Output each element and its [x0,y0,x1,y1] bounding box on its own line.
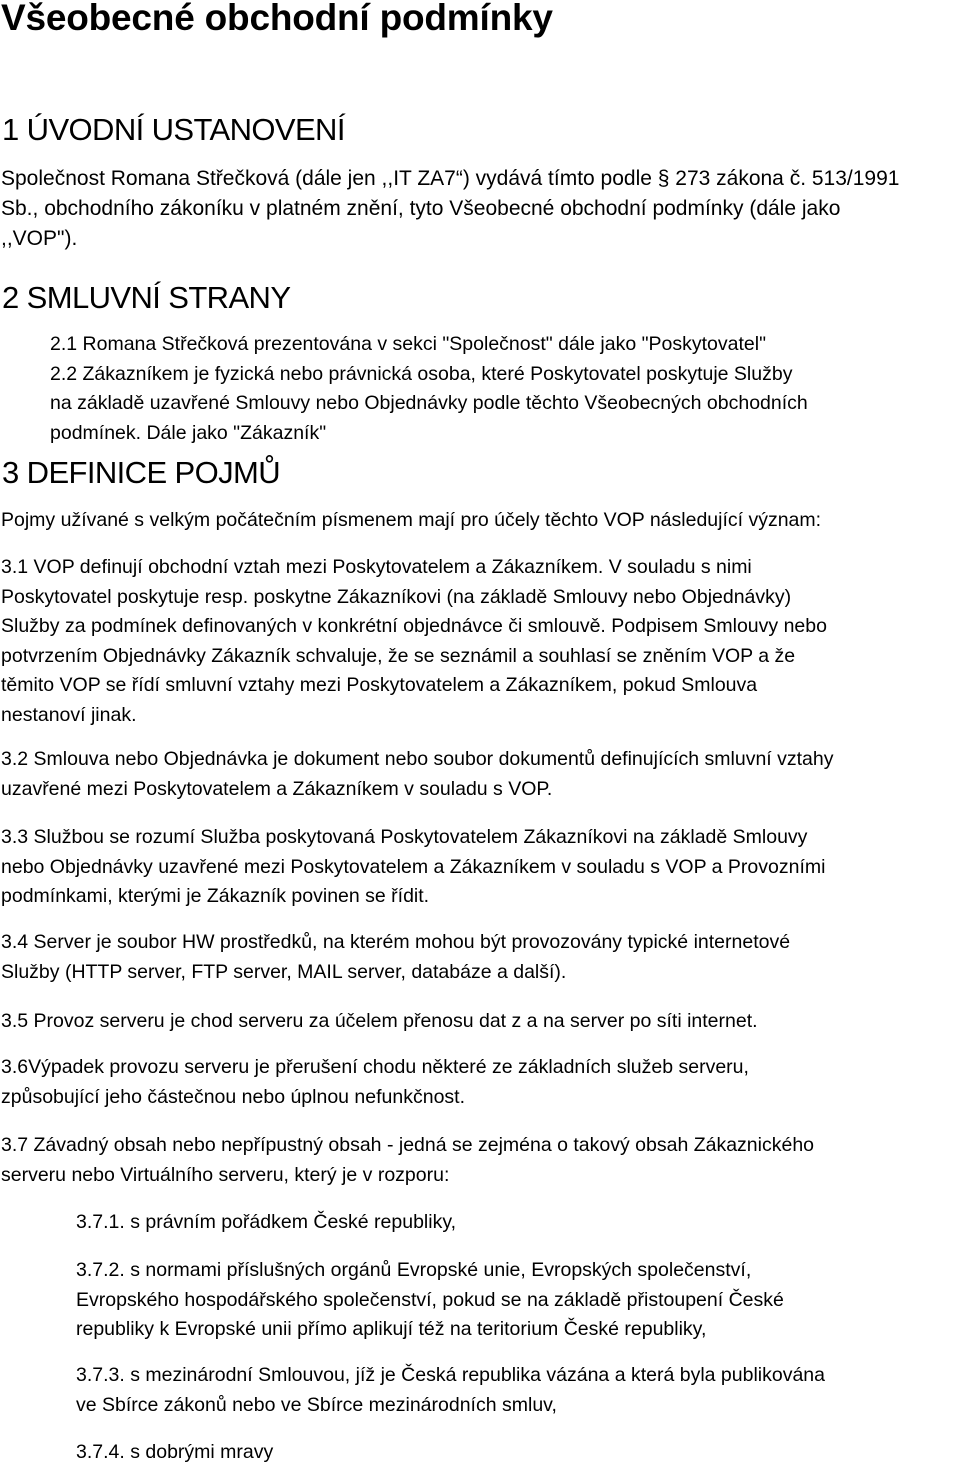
text-line: 3.2 Smlouva nebo Objednávka je dokument nebo soubor dokumentů definujících smluvní vztahy [1,748,834,770]
intro-paragraph [1,164,899,254]
text-line: Pojmy užívané s velkým počátečním písmenem mají pro účely těchto VOP následující význam: [1,509,822,531]
text-line: 3.7.3. s mezinárodní Smlouvou, jíž je Česká republika vázána a která byla publikována [76,1364,825,1386]
text-line: 3.7 Závadný obsah nebo nepřípustný obsah - jedná se zejména o takový obsah Zákaznického [1,1134,815,1156]
text-line: republiky k Evropské unii přímo aplikují též na teritorium České republiky, [76,1318,707,1340]
text-line: serveru nebo Virtuálního serveru, který je v rozporu: [1,1163,450,1186]
section-heading-definitions: 3 DEFINICE POJMŮ [2,455,281,490]
text-line: 3.1 VOP definují obchodní vztah mezi Poskytovatelem a Zákazníkem. V souladu s nimi [1,556,752,578]
text-line: 3.4 Server je soubor HW prostředků, na kterém mohou být provozovány typické internetové [1,931,791,953]
text-line: Služby (HTTP server, FTP server, MAIL server, databáze a další). [1,960,567,983]
definition-3-5 [1,1007,758,1037]
text-line: 2.2 Zákazníkem je fyzická nebo právnická osoba, které Poskytovatel poskytuje Služby [50,362,793,385]
definition-3-7 [1,1131,814,1190]
text-line: nebo Objednávky uzavřené mezi Poskytovatelem a Zákazníkem v souladu s VOP a Provozními [1,855,826,878]
definition-3-7-2 [76,1256,784,1345]
text-line: Evropského hospodářského společenství, pokud se na základě přistoupení České [76,1288,784,1311]
text-line: těmito VOP se řídí smluvní vztahy mezi Poskytovatelem a Zákazníkem, pokud Smlouva [1,674,758,696]
definition-3-1 [1,553,827,730]
definition-3-7-1 [76,1208,456,1238]
definition-3-2 [1,745,834,804]
text-line: potvrzením Objednávky Zákazník schvaluje, že se seznámil a souhlasí se zněním VOP a že [1,644,796,667]
definition-3-4 [1,928,790,987]
text-line: 3.3 Službou se rozumí Služba poskytovaná Poskytovatelem Zákazníkovi na základě Smlouvy [1,826,808,848]
text-line: způsobující jeho částečnou nebo úplnou nefunkčnost. [1,1085,466,1108]
definition-3-6 [1,1053,749,1112]
text-line: ,,VOP"). [1,227,78,250]
section-heading-parties: 2 SMLUVNÍ STRANY [2,280,291,315]
parties-paragraph [50,330,808,448]
text-line: Společnost Romana Střečková (dále jen ,,IT ZA7“) vydává tímto podle § 273 zákona č. 513/1991 [1,167,900,190]
text-line: Poskytovatel poskytuje resp. poskytne Zákazníkovi (na základě Smlouvy nebo Objednávky) [1,585,792,608]
page-title: Všeobecné obchodní podmínky [1,0,553,38]
text-line: podmínkami, kterými je Zákazník povinen se řídit. [1,885,430,907]
definition-3-7-4 [76,1438,273,1468]
text-line: 3.7.2. s normami příslušných orgánů Evropské unie, Evropských společenství, [76,1259,752,1281]
text-line: 3.7.1. s právním pořádkem České republiky, [76,1211,457,1233]
text-line: nestanoví jinak. [1,703,137,726]
text-line: Služby za podmínek definovaných v konkrétní objednávce či smlouvě. Podpisem Smlouvy nebo [1,615,827,637]
definitions-intro [1,506,821,536]
text-line: podmínek. Dále jako "Zákazník" [50,421,327,444]
text-line: uzavřené mezi Poskytovatelem a Zákazníkem v souladu s VOP. [1,777,553,800]
text-line: Sb., obchodního zákoníku v platném znění, tyto Všeobecné obchodní podmínky (dále jako [1,197,841,220]
text-line: ve Sbírce zákonů nebo ve Sbírce mezinárodních smluv, [76,1393,557,1416]
text-line: 3.5 Provoz serveru je chod serveru za účelem přenosu dat z a na server po síti internet. [1,1010,758,1032]
definition-3-7-3 [76,1361,825,1420]
text-line: na základě uzavřené Smlouvy nebo Objednávky podle těchto Všeobecných obchodních [50,392,808,414]
text-line: 2.1 Romana Střečková prezentována v sekci "Společnost" dále jako "Poskytovatel" [50,333,766,355]
text-line: 3.7.4. s dobrými mravy [76,1441,274,1463]
section-heading-intro: 1 ÚVODNÍ USTANOVENÍ [2,112,345,147]
definition-3-3 [1,823,825,912]
text-line: 3.6Výpadek provozu serveru je přerušení chodu některé ze základních služeb serveru, [1,1056,749,1078]
